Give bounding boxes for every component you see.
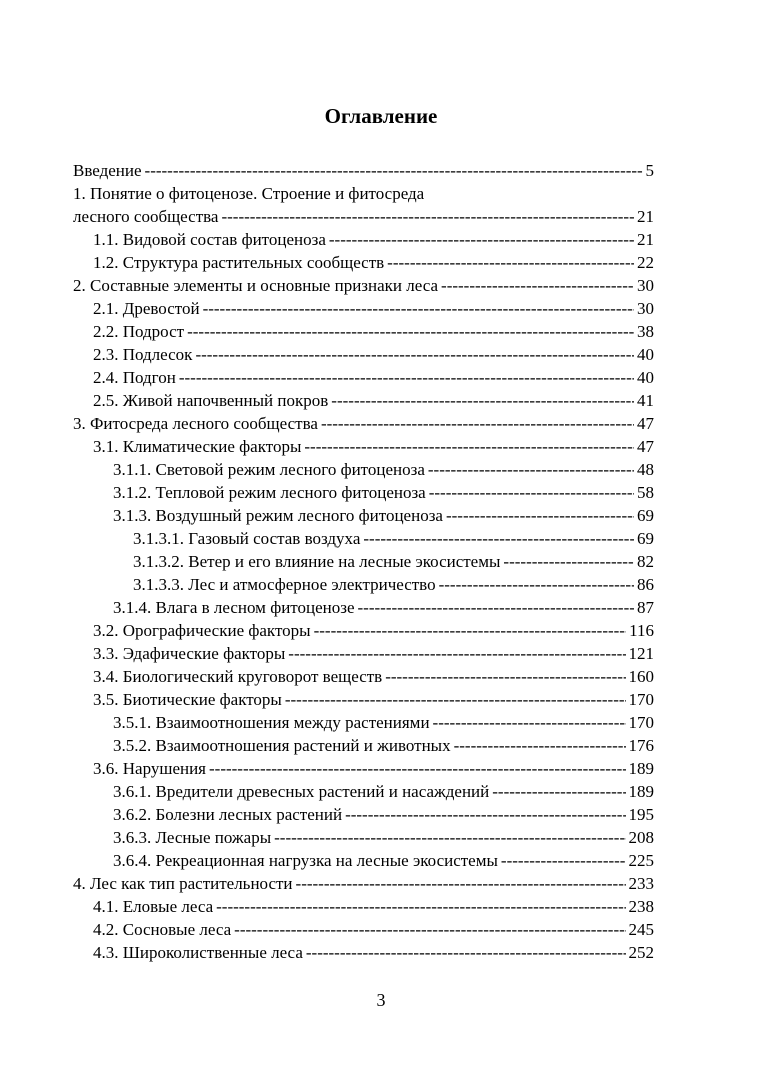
toc-entry bbox=[73, 665, 654, 688]
toc-leader-dashes bbox=[331, 389, 634, 412]
toc-entry bbox=[73, 941, 654, 964]
toc-entry-page: 58 bbox=[637, 483, 654, 502]
toc-entry bbox=[73, 274, 654, 297]
toc-entry-label: 4.3. Широколиственные леса bbox=[93, 943, 303, 962]
toc-leader-dashes bbox=[285, 688, 626, 711]
toc-entry-page: 69 bbox=[637, 506, 654, 525]
page-number: 3 bbox=[376, 990, 386, 1010]
toc-leader-dashes bbox=[385, 665, 625, 688]
toc-leader-dashes bbox=[179, 366, 634, 389]
toc-leader-dashes bbox=[446, 504, 634, 527]
toc-entry bbox=[73, 458, 654, 481]
toc-leader-dashes bbox=[234, 918, 625, 941]
toc-title: Оглавление bbox=[324, 104, 438, 128]
toc-entry bbox=[73, 504, 654, 527]
toc-entry-page: 69 bbox=[637, 529, 654, 548]
toc-entry-label: 3.5.2. Взаимоотношения растений и животных bbox=[113, 736, 451, 755]
toc-entry bbox=[73, 435, 654, 458]
toc-entry bbox=[73, 596, 654, 619]
toc-entry-label: 3.1.4. Влага в лесном фитоценозе bbox=[113, 598, 355, 617]
toc-entry bbox=[73, 527, 654, 550]
toc-entry-label: 3.1.3.1. Газовый состав воздуха bbox=[133, 529, 361, 548]
toc-entry bbox=[73, 251, 654, 274]
toc-entry bbox=[73, 481, 654, 504]
toc-entry-label: 2.2. Подрост bbox=[93, 322, 185, 341]
toc-entry bbox=[73, 803, 654, 826]
toc-entry-page: 47 bbox=[637, 437, 654, 456]
toc-entry-page: 176 bbox=[628, 736, 654, 755]
toc-entry-page: 21 bbox=[637, 207, 654, 226]
toc-entry-label: 3.6.1. Вредители древесных растений и насаждений bbox=[113, 782, 490, 801]
toc-entry-label: 1. Понятие о фитоценозе. Строение и фитосреда bbox=[73, 184, 425, 203]
toc-leader-dashes bbox=[306, 941, 626, 964]
toc-leader-dashes bbox=[221, 205, 634, 228]
toc-entry-page: 121 bbox=[628, 644, 654, 663]
toc-leader-dashes bbox=[428, 458, 634, 481]
toc-entry-page: 160 bbox=[628, 667, 654, 686]
toc-leader-dashes bbox=[454, 734, 626, 757]
toc-entry-label: 3.1. Климатические факторы bbox=[93, 437, 302, 456]
toc-entry-page: 195 bbox=[628, 805, 654, 824]
toc-leader-dashes bbox=[329, 228, 634, 251]
toc-entry bbox=[73, 780, 654, 803]
toc-leader-dashes bbox=[358, 596, 634, 619]
toc-entry-page: 22 bbox=[637, 253, 654, 272]
toc-entry-label: лесного сообщества bbox=[73, 207, 219, 226]
toc-entry bbox=[73, 826, 654, 849]
toc-entry-label: 3.6.2. Болезни лесных растений bbox=[113, 805, 343, 824]
toc-entry-page: 116 bbox=[629, 621, 654, 640]
toc-entry bbox=[73, 159, 654, 182]
toc-leader-dashes bbox=[429, 481, 634, 504]
toc-leader-dashes bbox=[492, 780, 625, 803]
toc-entry-label: 2.4. Подгон bbox=[93, 368, 176, 387]
toc-leader-dashes bbox=[145, 159, 643, 182]
toc-entry-label: 3. Фитосреда лесного сообщества bbox=[73, 414, 318, 433]
toc-leader-dashes bbox=[195, 343, 634, 366]
toc-entry-label: 3.2. Орографические факторы bbox=[93, 621, 311, 640]
toc-entry-page: 82 bbox=[637, 552, 654, 571]
toc-leader-dashes bbox=[321, 412, 634, 435]
toc-entry bbox=[73, 757, 654, 780]
toc-entry-page: 47 bbox=[637, 414, 654, 433]
toc-entry-label: 3.6.4. Рекреационная нагрузка на лесные экосистемы bbox=[113, 851, 498, 870]
toc-entry-label: 3.6.3. Лесные пожары bbox=[113, 828, 272, 847]
toc-leader-dashes bbox=[203, 297, 634, 320]
toc-entry-page: 30 bbox=[637, 299, 654, 318]
toc-entry bbox=[73, 205, 654, 228]
toc-leader-dashes bbox=[274, 826, 625, 849]
toc-entry-label: 3.1.3. Воздушный режим лесного фитоценоза bbox=[113, 506, 443, 525]
toc-entry-label: 3.6. Нарушения bbox=[93, 759, 206, 778]
toc-entry-page: 40 bbox=[637, 368, 654, 387]
toc-entry bbox=[73, 412, 654, 435]
toc-entry bbox=[73, 895, 654, 918]
toc-leader-dashes bbox=[288, 642, 625, 665]
toc-entry-page: 245 bbox=[628, 920, 654, 939]
toc-entry bbox=[73, 619, 654, 642]
toc-entry-page: 225 bbox=[628, 851, 654, 870]
toc-entry-page: 189 bbox=[628, 782, 654, 801]
toc-entry-page: 252 bbox=[628, 943, 654, 962]
toc-leader-dashes bbox=[345, 803, 625, 826]
toc-entry-label: 3.5. Биотические факторы bbox=[93, 690, 282, 709]
toc-entry-label: 4.2. Сосновые леса bbox=[93, 920, 232, 939]
toc-leader-dashes bbox=[314, 619, 627, 642]
toc-entry-page: 5 bbox=[645, 161, 654, 180]
toc-entry-label: Введение bbox=[73, 161, 142, 180]
toc-entry bbox=[73, 918, 654, 941]
toc-entry-label: 3.4. Биологический круговорот веществ bbox=[93, 667, 383, 686]
toc-entry-page: 86 bbox=[637, 575, 654, 594]
toc-entry-label: 3.3. Эдафические факторы bbox=[93, 644, 286, 663]
toc-entry-label: 2.1. Древостой bbox=[93, 299, 200, 318]
toc-leader-dashes bbox=[363, 527, 634, 550]
toc-entry-label: 4.1. Еловые леса bbox=[93, 897, 214, 916]
toc-entry-page: 40 bbox=[637, 345, 654, 364]
toc-entry-label: 4. Лес как тип растительности bbox=[73, 874, 293, 893]
toc-entry-page: 87 bbox=[637, 598, 654, 617]
toc-entry bbox=[73, 366, 654, 389]
toc-leader-dashes bbox=[187, 320, 634, 343]
toc-entry-label: 1.2. Структура растительных сообществ bbox=[93, 253, 385, 272]
toc-entry bbox=[73, 320, 654, 343]
toc-entry-page: 21 bbox=[637, 230, 654, 249]
toc-entry-page: 48 bbox=[637, 460, 654, 479]
toc-leader-dashes bbox=[304, 435, 634, 458]
toc-leader-dashes bbox=[216, 895, 625, 918]
toc-entry-page: 38 bbox=[637, 322, 654, 341]
toc-entry-label: 3.1.3.3. Лес и атмосферное электричество bbox=[133, 575, 436, 594]
toc-leader-dashes bbox=[433, 711, 626, 734]
toc-leader-dashes bbox=[503, 550, 634, 573]
toc-entry bbox=[73, 228, 654, 251]
toc-entry bbox=[73, 688, 654, 711]
toc-entry-page: 233 bbox=[628, 874, 654, 893]
toc-entry-label: 2.5. Живой напочвенный покров bbox=[93, 391, 329, 410]
toc-entry bbox=[73, 550, 654, 573]
toc-entry bbox=[73, 642, 654, 665]
toc-entry-page: 238 bbox=[628, 897, 654, 916]
toc-entry-label: 3.1.2. Тепловой режим лесного фитоценоза bbox=[113, 483, 426, 502]
toc-entry-label: 3.1.3.2. Ветер и его влияние на лесные экосистемы bbox=[133, 552, 501, 571]
toc-entry-page: 189 bbox=[628, 759, 654, 778]
toc-leader-dashes bbox=[296, 872, 626, 895]
table-of-contents bbox=[73, 159, 654, 964]
toc-entry bbox=[73, 573, 654, 596]
toc-leader-dashes bbox=[439, 573, 634, 596]
toc-entry-page: 208 bbox=[628, 828, 654, 847]
toc-entry-label: 3.5.1. Взаимоотношения между растениями bbox=[113, 713, 430, 732]
toc-entry bbox=[73, 849, 654, 872]
toc-entry-page: 170 bbox=[628, 690, 654, 709]
toc-entry bbox=[73, 182, 654, 205]
toc-leader-dashes bbox=[387, 251, 634, 274]
toc-entry bbox=[73, 389, 654, 412]
toc-entry bbox=[73, 711, 654, 734]
toc-entry-label: 3.1.1. Световой режим лесного фитоценоза bbox=[113, 460, 425, 479]
toc-entry-page: 41 bbox=[637, 391, 654, 410]
toc-entry-page: 170 bbox=[628, 713, 654, 732]
toc-entry-page: 30 bbox=[637, 276, 654, 295]
toc-leader-dashes bbox=[209, 757, 626, 780]
toc-entry-label: 2. Составные элементы и основные признаки леса bbox=[73, 276, 439, 295]
toc-leader-dashes bbox=[501, 849, 626, 872]
toc-entry-label: 2.3. Подлесок bbox=[93, 345, 193, 364]
toc-entry bbox=[73, 734, 654, 757]
toc-entry bbox=[73, 872, 654, 895]
toc-leader-dashes bbox=[441, 274, 634, 297]
toc-entry bbox=[73, 343, 654, 366]
toc-entry bbox=[73, 297, 654, 320]
toc-entry-label: 1.1. Видовой состав фитоценоза bbox=[93, 230, 326, 249]
